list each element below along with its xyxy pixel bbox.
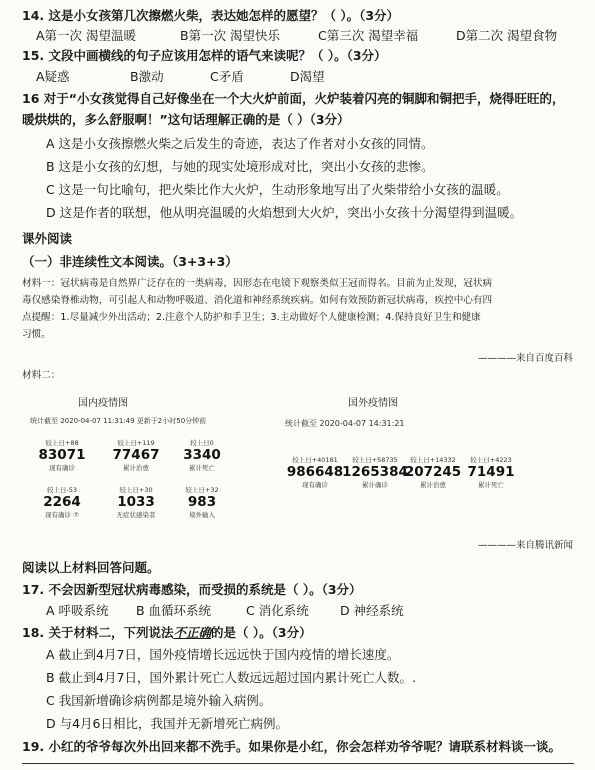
material1-source: ————来自百度百科 [478, 353, 574, 364]
q19-stem: 19. 小红的爷爷每次外出回来都不洗手。如果你是小红，你会怎样劝爷爷呢？请联系材料谈一谈。 [22, 739, 561, 754]
domestic-stat: 较上日+119 77467 累计治愈 [112, 439, 160, 472]
q14-option-a: A第一次 渴望温暖 [36, 28, 137, 43]
material1-line2: 毒仅感染脊椎动物，可引起人和动物呼吸道、消化道和神经系统疾病。如何有效预防新冠状病毒，疾控中心有四 [22, 295, 493, 306]
q18-option-d: D 与4月6日相比，我国并无新增死亡病例。 [46, 716, 289, 731]
q16-option-a: A 这是小女孩擦燃火柴之后发生的奇迹，表达了作者对小女孩的同情。 [46, 136, 434, 151]
q16-stem-line2: 暖烘烘的，多么舒服啊！”这句话理解正确的是（ ）（3分） [22, 112, 350, 127]
section-subtitle: （一）非连续性文本阅读。（3+3+3） [22, 254, 238, 269]
foreign-panel-title: 国外疫情图 [348, 398, 398, 409]
q17-stem: 17. 不会因新型冠状病毒感染，而受损的系统是（ ）。（3分） [22, 582, 362, 597]
q14-option-d: D第二次 渴望食物 [456, 28, 558, 43]
q16-option-b: B 这是小女孩的幻想，与她的现实处境形成对比，突出小女孩的悲惨。 [46, 159, 434, 174]
material2-source: ————来自腾讯新闻 [478, 540, 574, 551]
q16-stem-line1: 16 对于“小女孩觉得自己好像坐在一个大火炉前面，火炉装着闪亮的铜脚和铜把手，烧得旺旺的， [22, 91, 565, 106]
q15-stem: 15. 文段中画横线的句子应该用怎样的语气来读呢？（ ）。（3分） [22, 48, 387, 63]
q18-option-a: A 截止到4月7日，国外疫情增长远远快于国内疫情的增长速度。 [46, 647, 400, 662]
foreign-timestamp: 统计截至 2020-04-07 14:31:21 [285, 419, 405, 428]
domestic-stat: 较上日+88 83071 现有确诊 [38, 439, 86, 472]
q16-option-d: D 这是作者的联想，他从明亮温暖的火焰想到大火炉，突出小女孩十分渴望得到温暖。 [46, 205, 523, 220]
domestic-stat: 较上日0 3340 累计死亡 [183, 439, 221, 472]
material1-line1: 材料一：冠状病毒是自然界广泛存在的一类病毒，因形态在电镜下观察类似王冠而得名。目前为止发现，冠状病 [22, 278, 493, 289]
q17-option-a: A 呼吸系统 [46, 603, 109, 618]
foreign-stat: 较上日+4223 71491 累计死亡 [467, 456, 515, 489]
foreign-stat: 较上日+58735 1265384 累计确诊 [342, 456, 408, 489]
q14-stem: 14. 这是小女孩第几次擦燃火柴，表达她怎样的愿望？（ ）。（3分） [22, 8, 400, 23]
q18-option-c: C 我国新增确诊病例都是境外输入病例。 [46, 693, 272, 708]
q14-option-c: C第三次 渴望幸福 [318, 28, 419, 43]
q18-stem: 18. 关于材料二，下列说法不正确的是（ ）。（3分） [22, 625, 312, 640]
domestic-panel-title: 国内疫情图 [78, 398, 128, 409]
q18-emphasis: 不正确 [173, 625, 212, 640]
material1-line4: 习惯。 [22, 329, 51, 340]
q14-option-b: B第一次 渴望快乐 [180, 28, 281, 43]
q15-option-d: D渴望 [290, 69, 325, 84]
foreign-stat: 较上日+14332 207245 累计治愈 [404, 456, 462, 489]
q17-option-b: B 血循环系统 [136, 603, 212, 618]
reading-prompt: 阅读以上材料回答问题。 [22, 560, 160, 575]
domestic-stat: 较上日+30 1033 无症状感染者 [116, 486, 156, 519]
section-title: 课外阅读 [22, 231, 73, 246]
q16-option-c: C 这是一句比喻句，把火柴比作大火炉，生动形象地写出了火柴带给小女孩的温暖。 [46, 182, 509, 197]
domestic-timestamp: 统计截至 2020-04-07 11:31:49 更新于2小时50分钟前 [30, 417, 207, 425]
q18-option-b: B 截止到4月7日，国外累计死亡人数远远超过国内累计死亡人数。. [46, 670, 416, 685]
q15-option-a: A疑惑 [36, 69, 70, 84]
domestic-stat: 较上日-53 2264 现有确诊 ⑦ [43, 486, 81, 519]
q15-option-c: C矛盾 [210, 69, 244, 84]
q17-option-d: D 神经系统 [340, 603, 404, 618]
material1-line3: 点提醒：1.尽量减少外出活动；2.注意个人防护和手卫生；3.主动做好个人健康检测；4.保持良好卫生和健康 [22, 312, 481, 323]
q17-option-c: C 消化系统 [246, 603, 309, 618]
foreign-stat: 较上日+40181 986648 现有确诊 [286, 456, 344, 489]
answer-line [22, 763, 574, 764]
material2-label: 材料二： [22, 370, 61, 381]
domestic-stat: 较上日+32 983 境外输入 [185, 486, 219, 519]
q15-option-b: B激动 [130, 69, 164, 84]
